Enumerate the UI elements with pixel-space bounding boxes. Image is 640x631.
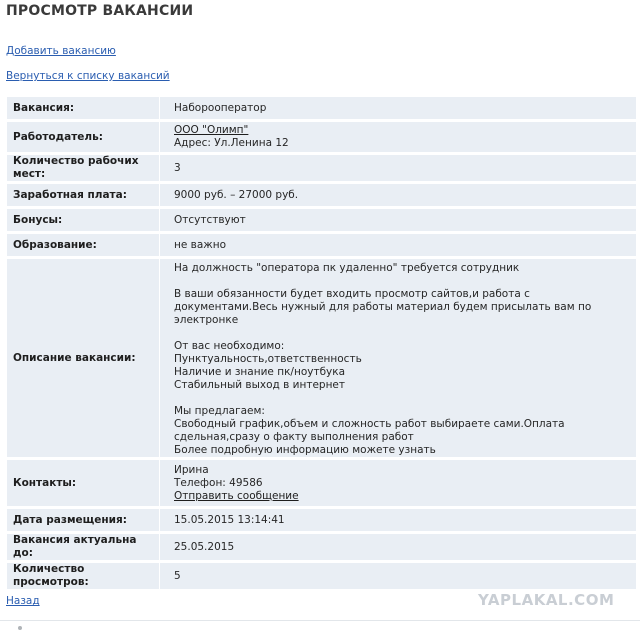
offer-heading: Мы предлагаем: <box>174 405 265 417</box>
offer-item: Свободный график,объем и сложность работ выбираете сами.Оплата сдельная,сразу о факту выполнения работ <box>174 418 565 443</box>
salary-row <box>6 184 636 206</box>
posted-date-row <box>6 509 636 531</box>
education-label: Образование: <box>6 234 159 256</box>
page-title: ПРОСМОТР ВАКАНСИИ <box>6 3 194 19</box>
seats-label: Количество рабочих мест: <box>6 155 159 181</box>
requirements-heading: От вас необходимо: <box>174 340 285 352</box>
contacts-label: Контакты: <box>6 460 159 506</box>
vacancy-value: Наборооператор <box>159 97 636 119</box>
employer-name-link[interactable]: ООО "Олимп" <box>174 124 249 136</box>
add-vacancy-link[interactable]: Добавить вакансию <box>6 45 116 57</box>
dot-icon <box>18 626 22 630</box>
description-paragraph: В ваши обязанности будет входить просмотр сайтов,и работа с документами.Весь нужный для работы материал будем присылать вам по электронке <box>174 288 592 326</box>
seats-value: 3 <box>159 155 636 181</box>
vacancy-details-table <box>6 94 636 592</box>
contact-phone: Телефон: 49586 <box>174 476 263 489</box>
requirement-item: Пунктуальность,ответственность <box>174 353 362 365</box>
send-message-link[interactable]: Отправить сообщение <box>174 489 299 502</box>
bonus-row <box>6 209 636 231</box>
views-row <box>6 563 636 589</box>
salary-value: 9000 руб. – 27000 руб. <box>159 184 636 206</box>
posted-date-value: 15.05.2015 13:14:41 <box>159 509 636 531</box>
bonus-value: Отсутствуют <box>159 209 636 231</box>
contacts-value <box>159 460 636 506</box>
contact-name: Ирина <box>174 463 209 476</box>
requirement-item: Стабильный выход в интернет <box>174 379 346 391</box>
description-label: Описание вакансии: <box>6 259 159 457</box>
employer-row <box>6 122 636 152</box>
divider <box>0 620 640 621</box>
education-row <box>6 234 636 256</box>
offer-block <box>174 405 628 457</box>
employer-label: Работодатель: <box>6 122 159 152</box>
requirements-block <box>174 340 628 392</box>
requirement-item: Наличие и знание пк/ноутбука <box>174 366 346 378</box>
contacts-row <box>6 460 636 506</box>
vacancy-label: Вакансия: <box>6 97 159 119</box>
description-value <box>159 259 636 457</box>
site-watermark: YAPLAKAL.COM <box>478 591 615 609</box>
vacancy-row <box>6 97 636 119</box>
employer-value <box>159 122 636 152</box>
posted-date-label: Дата размещения: <box>6 509 159 531</box>
valid-until-value: 25.05.2015 <box>159 534 636 560</box>
salary-label: Заработная плата: <box>6 184 159 206</box>
views-value: 5 <box>159 563 636 589</box>
valid-until-row <box>6 534 636 560</box>
views-label: Количество просмотров: <box>6 563 159 589</box>
description-paragraph: На должность "оператора пк удаленно" требуется сотрудник <box>174 262 520 274</box>
back-to-list-link[interactable]: Вернуться к списку вакансий <box>6 70 170 82</box>
description-row <box>6 259 636 457</box>
valid-until-label: Вакансия актуальна до: <box>6 534 159 560</box>
back-link[interactable]: Назад <box>6 595 40 607</box>
employer-address: Адрес: Ул.Ленина 12 <box>174 137 289 149</box>
bonus-label: Бонусы: <box>6 209 159 231</box>
education-value: не важно <box>159 234 636 256</box>
seats-row <box>6 155 636 181</box>
offer-item: Более подробную информацию можете узнать <box>174 444 436 456</box>
